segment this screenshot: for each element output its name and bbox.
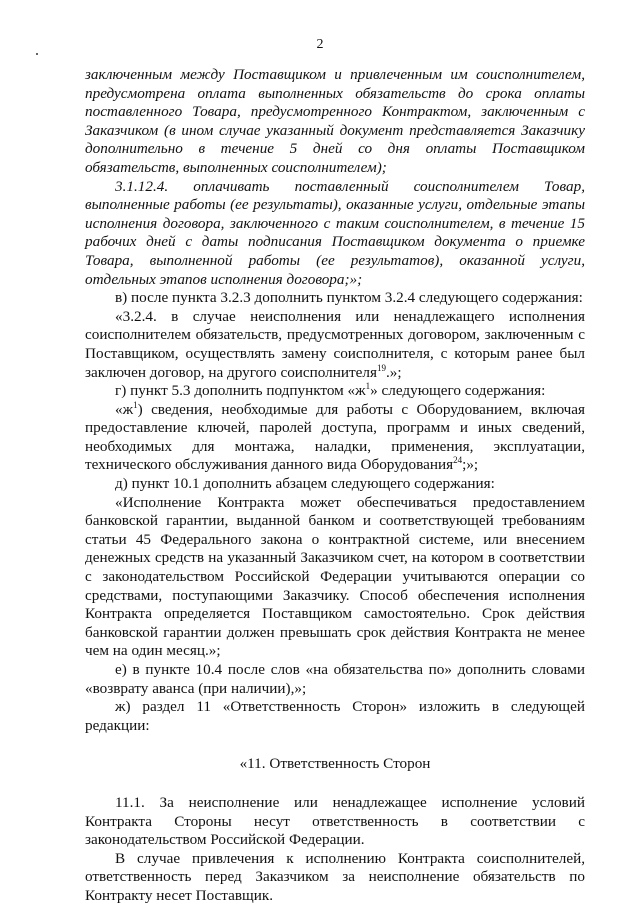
paragraph-amendment-zh: ж) раздел 11 «Ответственность Сторон» изложить в следующей редакции: — [85, 698, 585, 734]
document-body — [85, 66, 585, 906]
footnote-ref-19: 19 — [376, 362, 386, 373]
scan-speck — [36, 53, 38, 55]
subclause-zh1-text: ) сведения, необходимые для работы с Оборудованием, включая предоставление ключей, паролей доступа, программ и иных сведений, необходимых для монтажа, наладки, применения, эксплуатации, технического обслуживания данного вида Оборудования — [85, 400, 585, 474]
paragraph-continued-clause: заключенным между Поставщиком и привлеченным им соисполнителем, предусмотрена оплата выполненных обязательств до срока оплаты поставленного Товара, предусмотренного Контрактом, заключенным с Заказчиком (в ином случае указанный документ представляется Заказчику дополнительно в течение 5 дней со дня оплаты Поставщиком обязательств, выполненных соисполнителем); — [85, 66, 585, 176]
footnote-ref-24: 24 — [453, 455, 463, 466]
paragraph-subcontractor-liability: В случае привлечения к исполнению Контракта соисполнителей, ответственность перед Заказчиком за неисполнение обязательств по Контракту несет Поставщик. — [85, 849, 585, 904]
paragraph-amendment-d: д) пункт 10.1 дополнить абзацем следующего содержания: — [115, 475, 495, 493]
clause-3-2-4-text: «3.2.4. в случае неисполнения или ненадлежащего исполнения соисполнителем обязательств, предусмотренных договором, заключенным с Поставщиком, осуществлять замену соисполнителя, с которым ранее был заключен договор, на другого соисполнителя — [85, 307, 585, 381]
paragraph-clause-11-1: 11.1. За неисполнение или ненадлежащее исполнение условий Контракта Стороны несут ответственность в соответствии с законодательством Российской Федерации. — [85, 793, 585, 849]
paragraph-clause-3-2-4 — [85, 308, 585, 382]
amendment-g-text-a: г) пункт 5.3 дополнить подпунктом «ж — [115, 382, 366, 400]
superscript-1: 1 — [365, 381, 371, 392]
subclause-zh1-end: ;»; — [462, 456, 479, 474]
amendment-g-text-b: » следующего содержания: — [370, 382, 546, 400]
page-number: 2 — [316, 37, 324, 52]
paragraph-amendment-e: е) в пункте 10.4 после слов «на обязательства по» дополнить словами «возврату аванса (при наличии),»; — [85, 661, 585, 697]
superscript-1: 1 — [133, 399, 138, 410]
section-title-responsibility: «11. Ответственность Сторон — [239, 755, 431, 773]
paragraph-amendment-g — [85, 382, 585, 401]
clause-3-2-4-end: .»; — [385, 363, 402, 381]
subclause-zh1-prefix: «ж — [115, 400, 134, 418]
paragraph-subclause-zh1 — [85, 401, 585, 475]
paragraph-amendment-v: в) после пункта 3.2.3 дополнить пунктом 3.2.4 следующего содержания: — [115, 289, 583, 307]
paragraph-contract-security: «Исполнение Контракта может обеспечиваться предоставлением банковской гарантии, выданной банком и соответствующей требованиям статьи 45 Федерального закона о контрактной системе, или внесением денежных средств на указанный Заказчиком счет, на котором в соответствии с законодательством Российской Федерации учитываются операции со средствами, поступающими Заказчику. Способ обеспечения исполнения Контракта определяется Поставщиком самостоятельно. Срок действия банковской гарантии должен превышать срок действия Контракта не менее чем на один месяц.»; — [85, 493, 585, 660]
paragraph-clause-3-1-12-4: 3.1.12.4. оплачивать поставленный соисполнителем Товар, выполненные работы (ее результаты), оказанные услуги, отдельные этапы исполнения договора, заключенного с таким соисполнителем, в течение 15 рабочих дней с даты подписания Поставщиком документа о приемке Товара, выполненной работы (ее результатов), оказанной услуги, отдельных этапов исполнения договора;»; — [85, 177, 585, 288]
